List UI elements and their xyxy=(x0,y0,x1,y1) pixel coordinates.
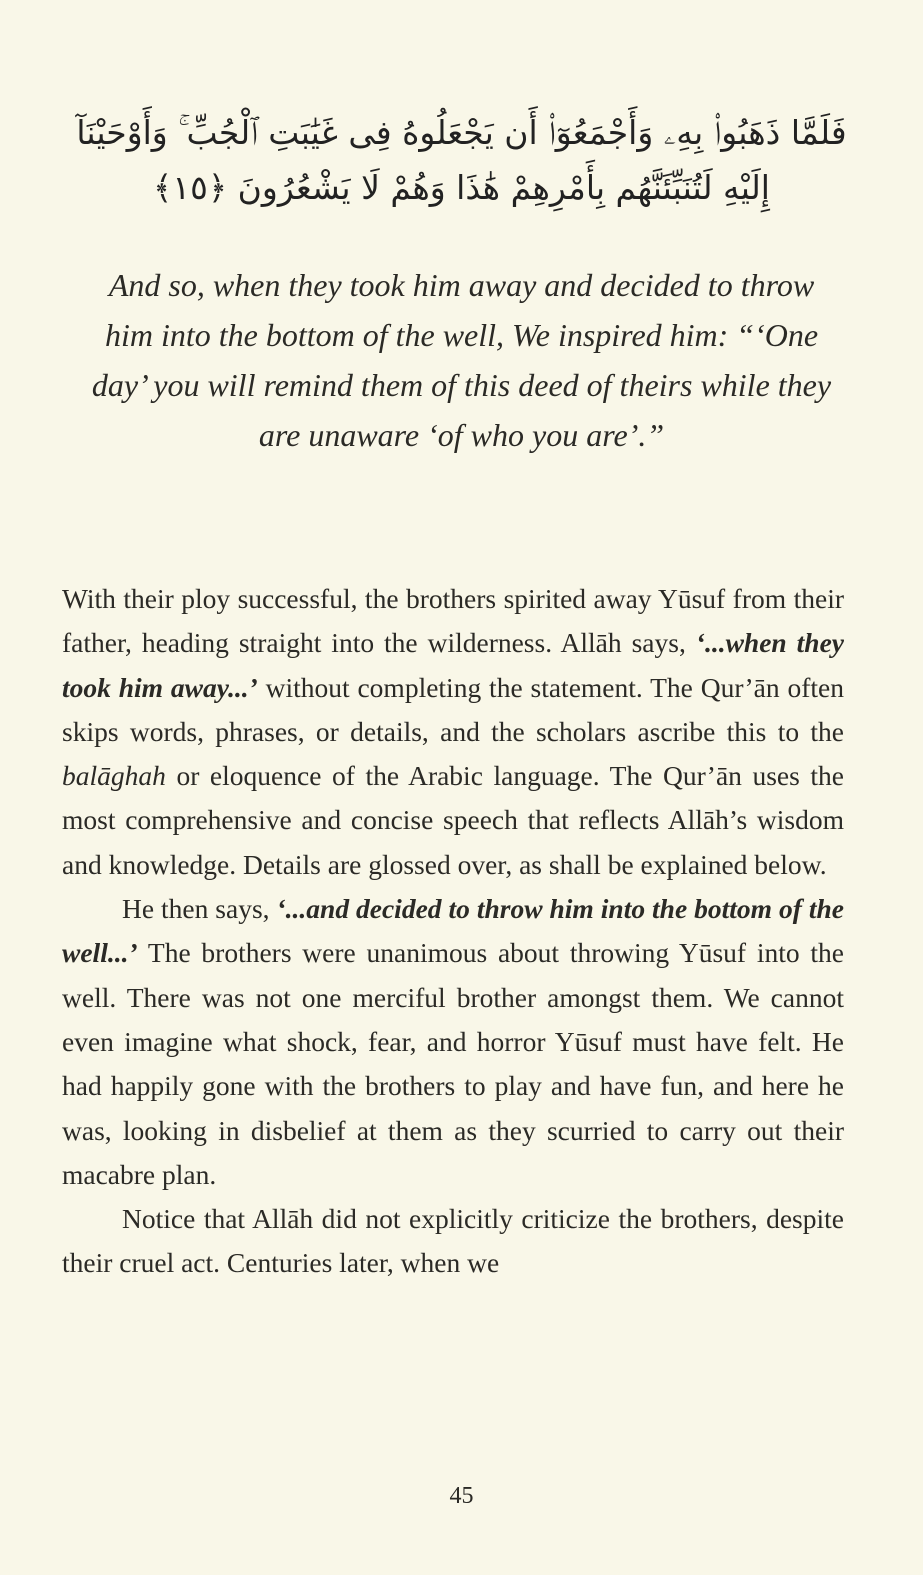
verse-quote: ‘...when they took him away...’ xyxy=(62,627,845,703)
paragraph-3 xyxy=(62,1197,844,1286)
body-text xyxy=(62,577,844,1286)
text-run: The brothers were unanimous about throwing Yūsuf into the well. There was not one merciful brother amongst them. We cannot even imagine what shock, fear, and horror Yūsuf must have felt. He had happily gone with the brothers to play and have fun, and here he was, looking in disbelief at them as they scurried to carry out their macabre plan. xyxy=(62,937,844,1190)
text-run: Notice that Allāh did not explicitly criticize the brothers, despite their cruel act. Centuries later, when we xyxy=(62,1203,844,1279)
paragraph-1 xyxy=(62,577,844,887)
arabic-term: balāghah xyxy=(62,760,166,792)
verse-quote: ‘...and decided to throw him into the bottom of the well...’ xyxy=(62,893,844,969)
page-number: 45 xyxy=(449,1483,474,1509)
text-run: without completing the statement. The Qur’ān often skips words, phrases, or details, and the scholars ascribe this to the xyxy=(62,671,844,747)
text-run: He then says, xyxy=(122,893,277,925)
arabic-verse-line-1: فَلَمَّا ذَهَبُوا۟ بِهِۦ وَأَجْمَعُوٓا۟ أَن يَجْعَلُوهُ فِى غَيَٰبَتِ ٱلْجُبِّ ۚ وَأَوْحَيْنَآ xyxy=(76,113,847,152)
text-run: With their ploy successful, the brothers spirited away Yūsuf from their father, heading straight into the wilderness. Allāh says, xyxy=(62,583,844,659)
arabic-verse-line-2: إِلَيْهِ لَتُنَبِّئَنَّهُم بِأَمْرِهِمْ هَٰذَا وَهُمْ لَا يَشْعُرُونَ ﴿١٥﴾ xyxy=(153,168,770,207)
verse-translation: And so, when they took him away and decided to throw him into the bottom of the well, We inspired him: “‘One day’ you will remind them of this deed of theirs while they are unaware ‘of who you are’.” xyxy=(91,267,832,453)
text-run: or eloquence of the Arabic language. The Qur’ān uses the most comprehensive and concise speech that reflects Allāh’s wisdom and knowledge. Details are glossed over, as shall be explained below. xyxy=(62,760,844,880)
paragraph-2 xyxy=(62,887,844,1197)
